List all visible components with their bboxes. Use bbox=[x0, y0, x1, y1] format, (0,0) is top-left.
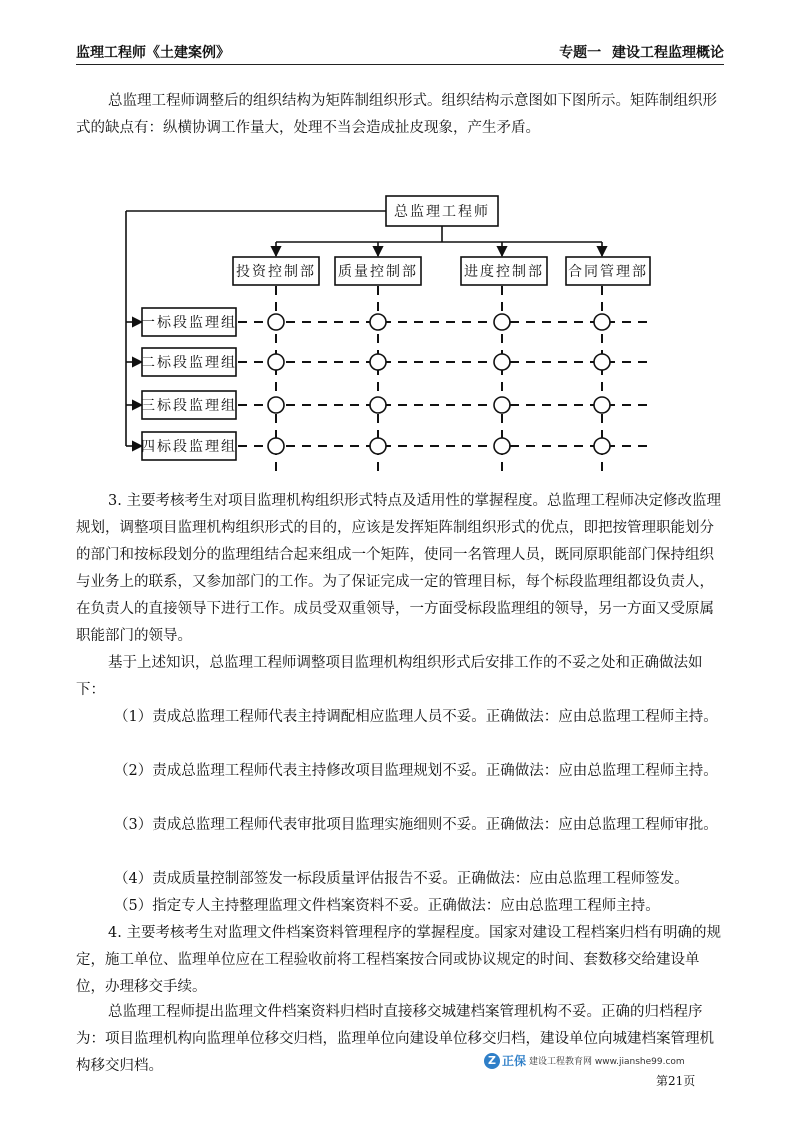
item-2: （2）责成总监理工程师代表主持修改项目监理规划不妥。正确做法：应由总监理工程师主持。 bbox=[114, 763, 718, 779]
header-chapter: 专题一 建设工程监理概论 bbox=[559, 45, 724, 61]
answer-3-paragraph: 3. 主要考核考生对项目监理机构组织形式特点及适用性的掌握程度。总监理工程师决定修改监理规划，调整项目监理机构组织形式的目的，应该是发挥矩阵制组织形式的优点，即把按管理职能划分的部门和按标段划分的监理组结合起来组成一个矩阵，使同一名管理人员，既同原职能部门保持组织与业务上的联系，又参加部门的工作。为了保证完成一定的管理目标，每个标段监理组都设负责人，在负责人的直接领导下进行工作。成员受双重领导，一方面受标段监理组的领导，另一方面又受原属职能部门的领导。 bbox=[76, 493, 721, 644]
group-4-label: 四标段监理组 bbox=[141, 439, 237, 455]
group-1-label: 一标段监理组 bbox=[141, 315, 237, 331]
dept-investment-label: 投资控制部 bbox=[236, 264, 316, 280]
logo-name: 正保 bbox=[502, 1054, 527, 1068]
archive-paragraph: 总监理工程师提出监理文件档案资料归档时直接移交城建档案管理机构不妥。正确的归档程序为：项目监理机构向监理单位移交归档，监理单位向建设单位移交归档，建设单位向城建档案管理机构移交归档。 bbox=[76, 1004, 714, 1074]
publisher-logo bbox=[484, 1052, 685, 1069]
item-5: （5）指定专人主持整理监理文件档案资料不妥。正确做法：应由总监理工程师主持。 bbox=[114, 898, 660, 914]
chief-engineer-label: 总监理工程师 bbox=[394, 204, 490, 220]
group-2-label: 二标段监理组 bbox=[141, 355, 237, 371]
item-4: （4）责成质量控制部签发一标段质量评估报告不妥。正确做法：应由总监理工程师签发。 bbox=[114, 871, 689, 887]
item-3: （3）责成总监理工程师代表审批项目监理实施细则不妥。正确做法：应由总监理工程师审批。 bbox=[114, 817, 718, 833]
item-1: （1）责成总监理工程师代表主持调配相应监理人员不妥。正确做法：应由总监理工程师主持。 bbox=[114, 709, 718, 725]
logo-icon: Z bbox=[484, 1053, 500, 1069]
logo-site: 建设工程教育网 www.jianshe99.com bbox=[529, 1057, 685, 1067]
answer-4-paragraph: 4. 主要考核考生对监理文件档案资料管理程序的掌握程度。国家对建设工程档案归档有明确的规定，施工单位、监理单位应在工程验收前将工程档案按合同或协议规定的时间、套数移交给建设单位，办理移交手续。 bbox=[76, 925, 721, 995]
dept-quality-label: 质量控制部 bbox=[338, 264, 418, 280]
header-title: 监理工程师《土建案例》 bbox=[76, 45, 230, 61]
intro-paragraph: 总监理工程师调整后的组织结构为矩阵制组织形式。组织结构示意图如下图所示。矩阵制组织形式的缺点有：纵横协调工作量大，处理不当会造成扯皮现象，产生矛盾。 bbox=[76, 93, 717, 136]
group-3-label: 三标段监理组 bbox=[141, 398, 237, 414]
dept-contract-label: 合同管理部 bbox=[568, 264, 648, 280]
org-chart bbox=[0, 0, 800, 500]
dept-schedule-label: 进度控制部 bbox=[464, 264, 544, 280]
basis-paragraph: 基于上述知识，总监理工程师调整项目监理机构组织形式后安排工作的不妥之处和正确做法如下： bbox=[76, 655, 703, 698]
page-number: 第21页 bbox=[656, 1074, 696, 1088]
